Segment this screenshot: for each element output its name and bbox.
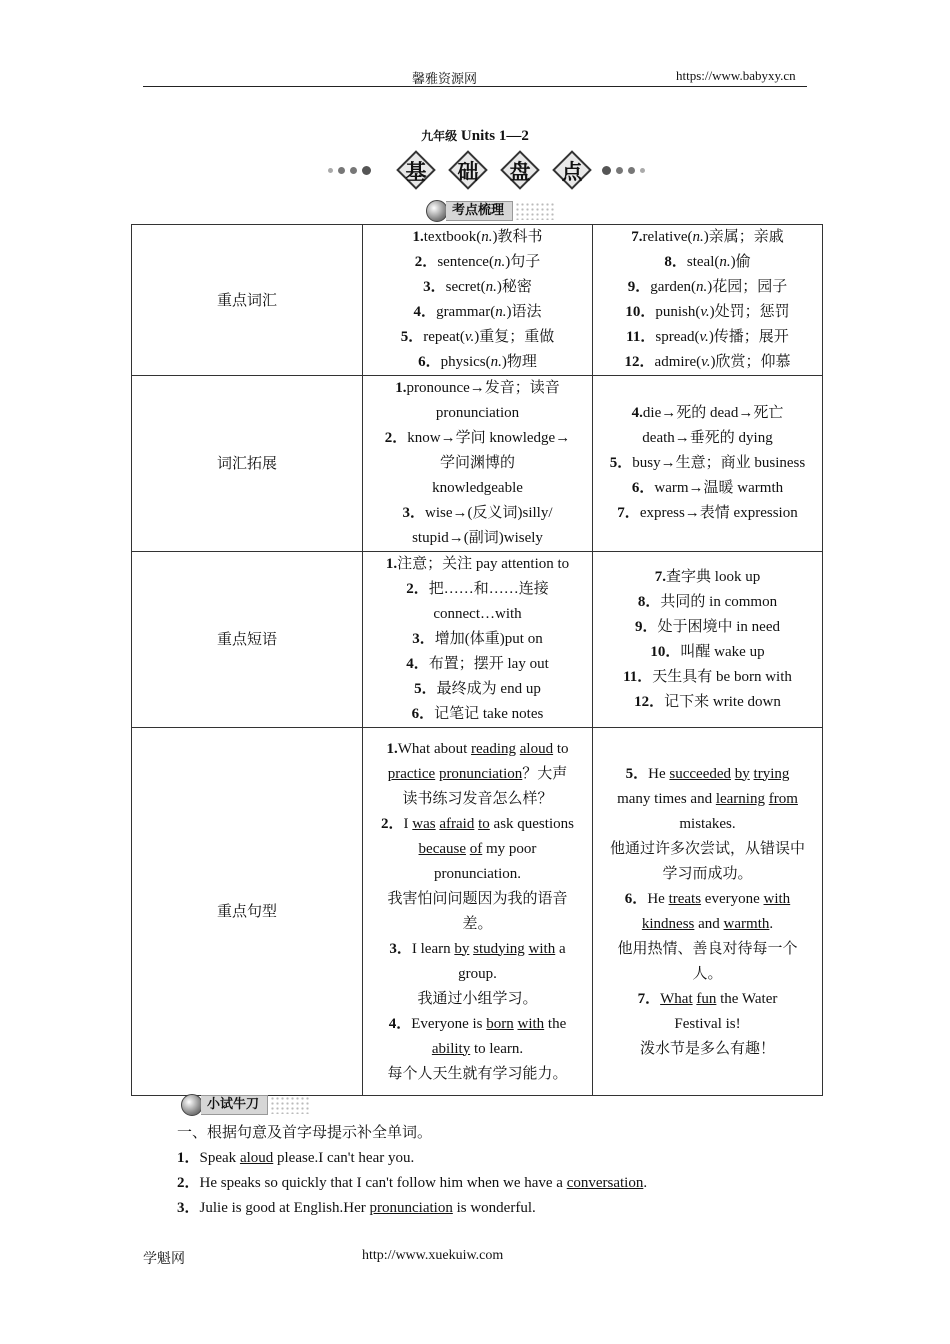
sentence-line: 我通过小组学习。 [417, 990, 538, 1007]
sentence-line: 他通过许多次尝试，从错误中 [609, 840, 805, 857]
list-item: 4．grammar(n.)语法 [413, 304, 542, 320]
key-word: practice [387, 765, 436, 782]
banner-diamond-3: 盘 [500, 150, 540, 190]
list-item: 3．secret(n.)秘密 [423, 279, 532, 295]
sentence-line: 3．I learn by studying with a [389, 940, 566, 957]
sentence-line: 差。 [462, 915, 493, 932]
list-item: 11．天生具有 be born with [623, 668, 792, 685]
sentence-line: 读书练习发音怎么样？ [402, 790, 553, 807]
key-word: reading [471, 740, 517, 757]
list-item: 7.relative(n.)亲属；亲戚 [631, 229, 784, 245]
sentence-line: group. [458, 965, 497, 982]
expansion-list-right [593, 376, 823, 552]
stars-decoration [270, 1096, 310, 1114]
ball-icon [426, 200, 448, 222]
list-item: 12．admire(v.)欣赏；仰慕 [624, 354, 791, 370]
row-category: 重点词汇 [132, 225, 363, 376]
list-item: 5．最终成为 end up [414, 681, 541, 697]
sentence-line: mistakes. [679, 815, 736, 832]
section-label: 考点梳理 [446, 201, 513, 221]
sentence-line: 人。 [692, 965, 723, 982]
list-item: 学问渊博的 [439, 455, 515, 471]
sentence-line: because of my poor [418, 840, 537, 857]
key-word: aloud [519, 740, 554, 757]
banner-diamond-2: 础 [448, 150, 488, 190]
footer-site-name: 学魁网 [143, 1252, 185, 1267]
list-item: 6．physics(n.)物理 [418, 354, 537, 370]
sentence-line: 7．What fun the Water [637, 990, 778, 1007]
banner-diamond-4: 点 [552, 150, 592, 190]
list-item: 4.die→死的 dead→死亡 [631, 405, 784, 421]
key-word: ability [431, 1040, 471, 1057]
sentence-line: 学习而成功。 [662, 865, 753, 882]
list-item: death→垂死的 dying [642, 430, 773, 446]
units-label: Units 1―2 [460, 128, 529, 144]
list-item: 5．busy→生意；商业 business [609, 455, 806, 471]
key-word: trying [753, 765, 790, 782]
key-word: with [528, 940, 556, 957]
key-word: warmth [723, 915, 770, 932]
key-word: succeeded [669, 765, 732, 782]
key-word: treats [668, 890, 702, 907]
list-item: 7．express→表情 expression [617, 505, 798, 521]
sentence-list-right [593, 728, 823, 1096]
exercise-item: 3．Julie is good at English.Her pronunciation is wonderful. [177, 1200, 536, 1216]
sentence-line: kindness and warmth. [641, 915, 774, 932]
list-item: 11．spread(v.)传播；展开 [626, 329, 789, 345]
list-item: 4．布置；摆开 lay out [406, 656, 549, 672]
list-item: 1.注意；关注 pay attention to [385, 556, 570, 572]
key-word: was [412, 815, 436, 832]
list-item: 1.pronounce→发音；读音 [395, 380, 560, 396]
exercise-item: 2．He speaks so quickly that I can't follow him when we have a conversation. [177, 1175, 648, 1191]
table-row [132, 225, 823, 376]
table-row [132, 552, 823, 728]
key-word: from [768, 790, 798, 807]
answer: conversation [566, 1175, 644, 1191]
key-word: kindness [641, 915, 695, 932]
list-item: 3．增加(体重)put on [412, 631, 543, 647]
table-row [132, 376, 823, 552]
sentence-line: many times and learning from [617, 790, 798, 807]
list-item: stupid→(副词)wisely [412, 530, 543, 546]
list-item: 12．记下来 write down [634, 693, 781, 710]
list-item: connect…with [433, 606, 522, 622]
row-category: 重点短语 [132, 552, 363, 728]
key-word: with [517, 1015, 545, 1032]
banner-dots-left [328, 166, 371, 175]
review-table [131, 224, 823, 1096]
section-tag-review [426, 200, 555, 222]
vocab-list-right [593, 225, 823, 376]
list-item: 2．sentence(n.)句子 [414, 254, 541, 270]
stars-decoration [515, 202, 555, 220]
sentence-line: 泼水节是多么有趣！ [639, 1040, 775, 1057]
key-word: of [469, 840, 483, 857]
list-item: 10．punish(v.)处罚；惩罚 [625, 304, 790, 320]
row-category: 重点句型 [132, 728, 363, 1096]
sentence-line: 1.What about reading aloud to [386, 740, 569, 757]
exercise-item: 1．Speak aloud please.I can't hear you. [177, 1150, 415, 1166]
expansion-list-left [363, 376, 593, 552]
list-item: 7.查字典 look up [654, 568, 761, 585]
sentence-line: 4．Everyone is born with the [388, 1015, 567, 1032]
sentence-line: 5．He succeeded by trying [625, 765, 790, 782]
vocab-list-left [363, 225, 593, 376]
sentence-line: 6．He treats everyone with [624, 890, 791, 907]
list-item: 2．把……和……连接 [406, 581, 549, 597]
banner-dots-right [602, 166, 645, 175]
list-item: 6．记笔记 take notes [411, 706, 544, 722]
table-row [132, 728, 823, 1096]
header-site-name: 馨雅资源网 [412, 71, 478, 86]
sentence-list-left [363, 728, 593, 1096]
list-item: 3．wise→(反义词)silly/ [402, 505, 553, 521]
key-word: studying [473, 940, 525, 957]
key-word: afraid [439, 815, 475, 832]
header-site-url[interactable]: https://www.babyxy.cn [676, 68, 796, 83]
list-item: 9．处于困境中 in need [635, 618, 780, 635]
list-item: 9．garden(n.)花园；园子 [627, 279, 788, 295]
sentence-line: ability to learn. [431, 1040, 524, 1057]
list-item: 10．叫醒 wake up [650, 643, 765, 660]
key-word: fun [696, 990, 717, 1007]
key-word: learning [715, 790, 765, 807]
phrase-list-left [363, 552, 593, 728]
sentence-line: practice pronunciation？大声 [387, 765, 568, 782]
ball-icon [181, 1094, 203, 1116]
list-item: knowledgeable [432, 480, 523, 496]
phrase-list-right [593, 552, 823, 728]
header-divider [143, 86, 807, 87]
unit-title [0, 127, 950, 145]
exercise-heading: 一、根据句意及首字母提示补全单词。 [177, 1123, 433, 1141]
key-word: pronunciation [438, 765, 523, 782]
list-item: pronunciation [435, 405, 520, 421]
answer: aloud [239, 1150, 274, 1166]
row-category: 词汇拓展 [132, 376, 363, 552]
list-item: 6．warm→温暖 warmth [631, 480, 784, 496]
list-item: 5．repeat(v.)重复；重做 [400, 329, 555, 345]
key-word: What [660, 990, 693, 1007]
key-word: born [486, 1015, 514, 1032]
key-word: because [418, 840, 467, 857]
key-word: with [763, 890, 791, 907]
sentence-line: 2．I was afraid to ask questions [381, 815, 574, 832]
sentence-line: 我害怕问问题因为我的语音 [387, 890, 568, 907]
sentence-line: pronunciation. [433, 865, 522, 882]
grade-label: 九年级 [421, 129, 458, 143]
sentence-line: Festival is! [674, 1015, 741, 1032]
key-word: to [478, 815, 490, 832]
banner-diamond-1: 基 [396, 150, 436, 190]
list-item: 8．共同的 in common [637, 593, 778, 610]
list-item: 2．know→学问 knowledge→ [384, 430, 571, 446]
section-banner [328, 150, 660, 194]
list-item: 8．steal(n.)偷 [664, 254, 751, 270]
section-label: 小试牛刀 [201, 1095, 268, 1115]
section-tag-practice [181, 1094, 310, 1116]
list-item: 1.textbook(n.)教科书 [412, 229, 543, 245]
sentence-line: 每个人天生就有学习能力。 [387, 1065, 568, 1082]
answer: pronunciation [369, 1200, 453, 1216]
footer-url[interactable]: http://www.xuekuiw.com [362, 1248, 504, 1263]
sentence-line: 他用热情、善良对待每一个 [617, 940, 798, 957]
key-word: by [454, 940, 470, 957]
key-word: by [734, 765, 750, 782]
